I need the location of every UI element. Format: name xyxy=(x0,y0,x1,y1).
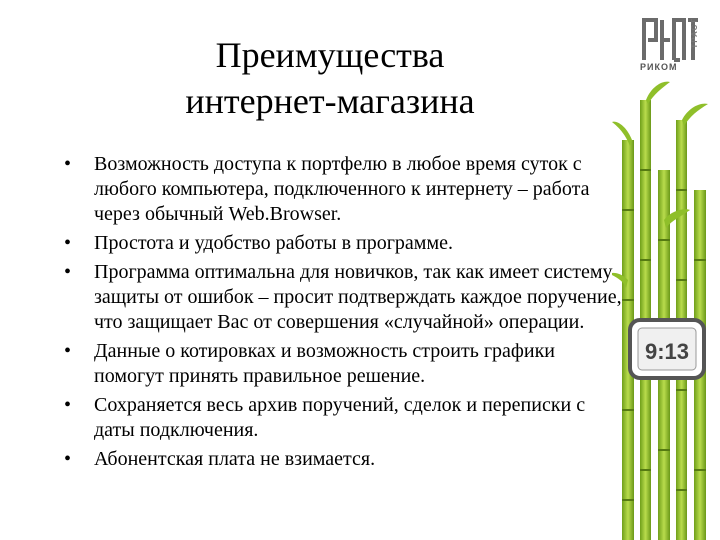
bamboo-decoration-icon xyxy=(612,80,720,540)
slide-title-line2: интернет-магазина xyxy=(185,81,475,121)
bullet-icon: • xyxy=(64,448,72,470)
bullet-item xyxy=(62,447,622,472)
bullet-icon: • xyxy=(64,261,72,283)
bullet-icon: • xyxy=(64,153,72,175)
clock-icon xyxy=(630,320,704,378)
bullet-item xyxy=(62,152,622,227)
bullet-item xyxy=(62,339,622,389)
bullet-text: Простота и удобство работы в программе. xyxy=(94,232,453,254)
slide-title-line1: Преимущества xyxy=(215,35,445,75)
bullet-item xyxy=(62,231,622,256)
bullet-text: Данные о котировках и возможность строить графики помогут принять правильное решение. xyxy=(94,340,555,387)
bullet-text: Сохраняется весь архив поручений, сделок и переписки с даты подключения. xyxy=(94,394,586,441)
bullet-item xyxy=(62,393,622,443)
bullet-icon: • xyxy=(64,394,72,416)
bullet-list xyxy=(62,152,622,476)
bullet-icon: • xyxy=(64,232,72,254)
bullet-icon: • xyxy=(64,340,72,362)
bullet-text: Абонентская плата не взимается. xyxy=(94,448,376,470)
bullet-text: Программа оптимальна для новичков, так как имеет систему защиты от ошибок – просит подтверждать каждое поручение, что защищает Вас от совершения «случайной» операции. xyxy=(94,261,622,333)
bullet-item xyxy=(62,260,622,335)
logo-wordmark-side: ТРАСТ xyxy=(690,18,699,49)
bullet-text: Возможность доступа к портфелю в любое время суток с любого компьютера, подключенного к интернету – работа через обычный Web.Browser. xyxy=(94,153,590,225)
logo-wordmark: РИКОМ xyxy=(640,62,678,72)
slide-title xyxy=(95,32,565,124)
svg-text:9:13: 9:13 xyxy=(644,339,690,364)
